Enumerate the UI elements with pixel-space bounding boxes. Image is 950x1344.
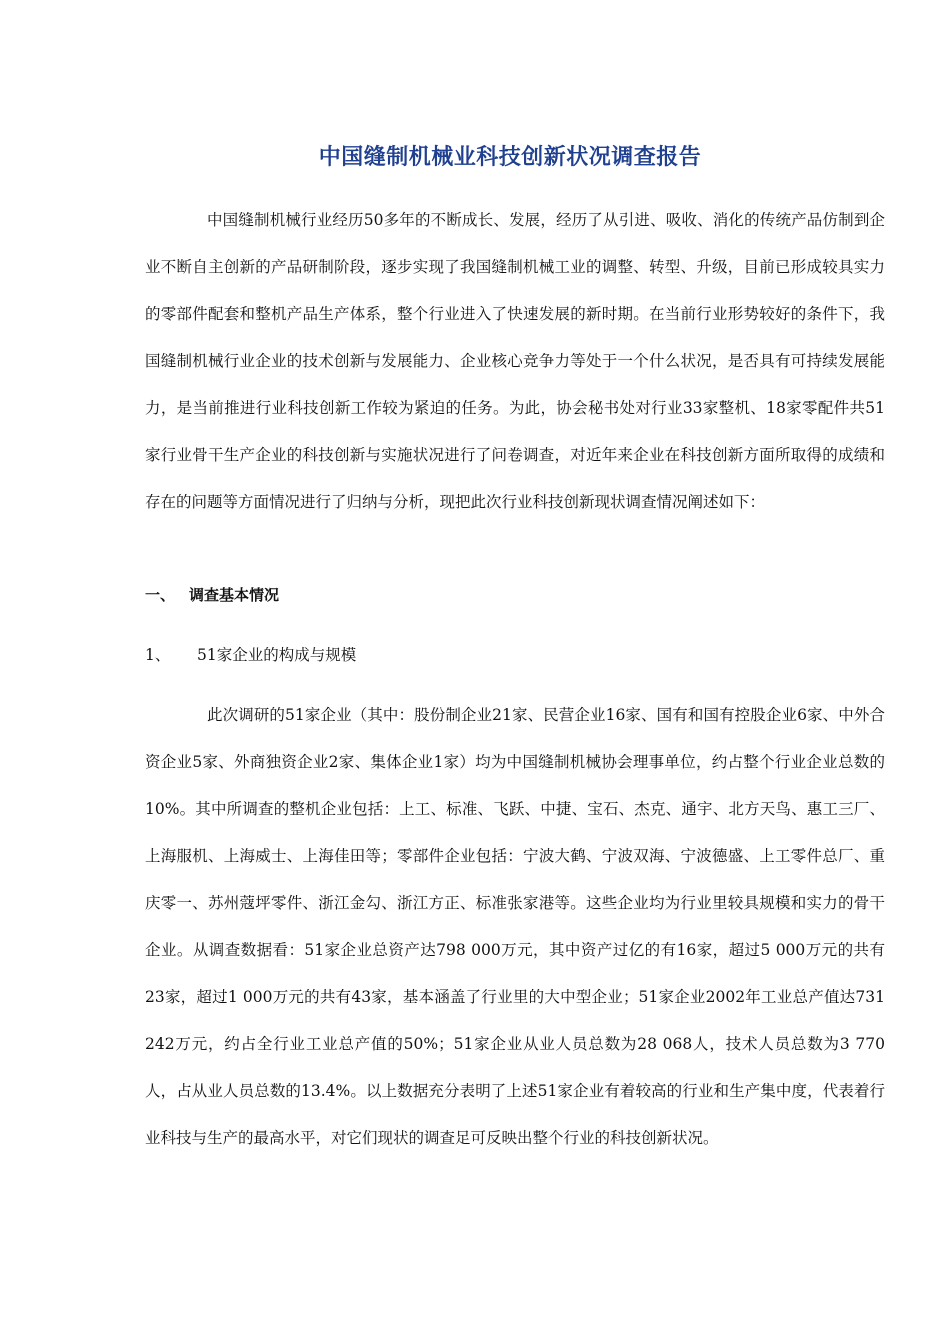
- section-heading: [145, 578, 279, 612]
- intro-paragraph: 中国缝制机械行业经历50多年的不断成长、发展，经历了从引进、吸收、消化的传统产品仿制到企业不断自主创新的产品研制阶段，逐步实现了我国缝制机械工业的调整、转型、升级，目前已形成较具实力的零部件配套和整机产品生产体系，整个行业进入了快速发展的新时期。在当前行业形势较好的条件下，我国缝制机械行业企业的技术创新与发展能力、企业核心竞争力等处于一个什么状况，是否具有可持续发展能力，是当前推进行业科技创新工作较为紧迫的任务。为此，协会秘书处对行业33家整机、18家零配件共51家行业骨干生产企业的科技创新与实施状况进行了问卷调查，对近年来企业在科技创新方面所取得的成绩和存在的问题等方面情况进行了归纳与分析，现把此次行业科技创新现状调查情况阐述如下：: [145, 211, 885, 511]
- subsection-number: 1、: [145, 646, 171, 664]
- body-paragraph: 此次调研的51家企业（其中：股份制企业21家、民营企业16家、国有和国有控股企业6家、中外合资企业5家、外商独资企业2家、集体企业1家）均为中国缝制机械协会理事单位，约占整个行业企业总数的10%。其中所调查的整机企业包括：上工、标准、飞跃、中捷、宝石、杰克、通宇、北方天鸟、惠工三厂、上海服机、上海威士、上海佳田等；零部件企业包括：宁波大鹤、宁波双海、宁波德盛、上工零件总厂、重庆零一、苏州蔻坪零件、浙江金勾、浙江方正、标准张家港等。这些企业均为行业里较具规模和实力的骨干企业。从调查数据看：51家企业总资产达798 000万元，其中资产过亿的有16家，超过5 000万元的共有23家，超过1 000万元的共有43家，基本涵盖了行业里的大中型企业；51家企业2002年工业总产值达731 242万元，约占全行业工业总产值的50%；51家企业从业人员总数为28 068人，技术人员总数为3 770人，占从业人员总数的13.4%。以上数据充分表明了上述51家企业有着较高的行业和生产集中度，代表着行业科技与生产的最高水平，对它们现状的调查足可反映出整个行业的科技创新状况。: [145, 706, 885, 1147]
- document-title: 中国缝制机械业科技创新状况调查报告: [318, 145, 702, 170]
- subsection-heading: [145, 638, 356, 672]
- subsection-title: 51家企业的构成与规模: [197, 646, 357, 664]
- section-title: 调查基本情况: [189, 586, 280, 604]
- section-number: 一、: [145, 586, 176, 604]
